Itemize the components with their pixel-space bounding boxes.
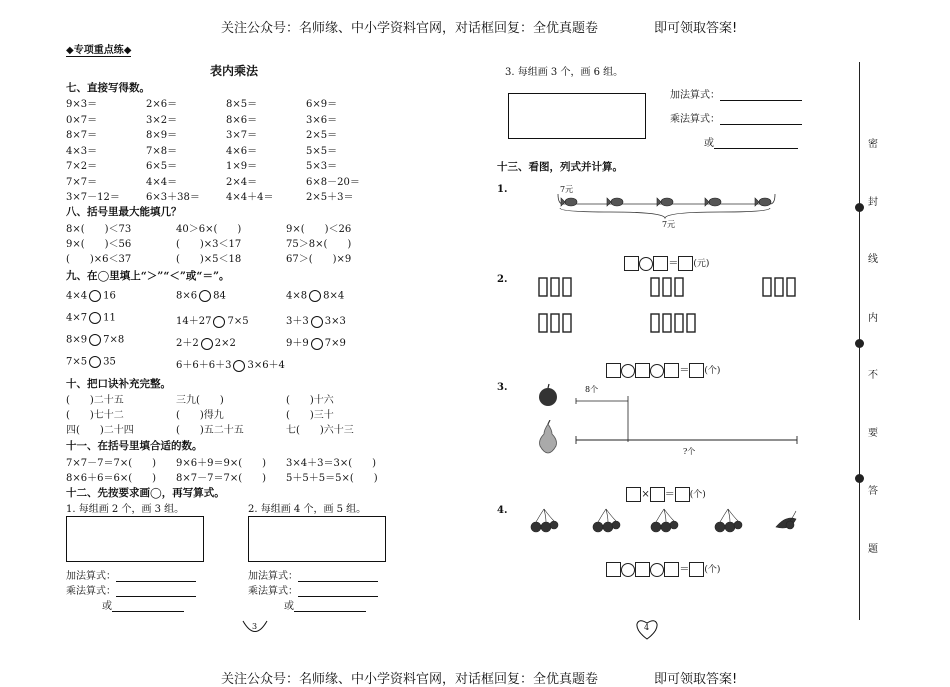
s13-q2-num: 2. (497, 274, 508, 285)
problem-item: 4×3＝ (66, 145, 98, 157)
q3-label-bottom: ?个 (683, 447, 696, 456)
page-number-right: 4 (644, 623, 650, 632)
seal-char: 线 (868, 254, 878, 265)
answer-box[interactable] (664, 363, 679, 378)
compare-item (66, 356, 116, 368)
compare-item (286, 334, 346, 350)
compare-right: 2×2 (214, 338, 236, 349)
operator-circle[interactable] (650, 563, 664, 577)
problem-item: 7×7＝ (66, 176, 98, 188)
top-banner (0, 2, 950, 36)
problem-item: 2×4＝ (226, 176, 258, 188)
mul-label: 乘法算式： (248, 586, 298, 597)
compare-item (176, 334, 236, 350)
seal-dot (855, 339, 864, 348)
compare-right: 16 (103, 290, 116, 302)
seal-char: 内 (868, 313, 878, 324)
problem-item: ( )×5＜18 (176, 254, 242, 265)
page-title: 表内乘法 (210, 64, 259, 78)
q3-mul-line (670, 110, 802, 125)
compare-left: 3＋3 (286, 316, 309, 327)
compare-circle[interactable] (201, 338, 213, 350)
problem-item: 6×3＋38＝ (146, 192, 200, 203)
bar-diagram (572, 392, 802, 452)
section-tag: ◆专项重点练◆ (66, 41, 131, 57)
banner-tail: 即可领取答案! (654, 672, 738, 687)
rhyme-item: ( )三十 (286, 410, 334, 421)
add-label: 加法算式： (66, 571, 116, 582)
compare-circle[interactable] (311, 316, 323, 328)
q3-equation (620, 474, 706, 502)
answer-box[interactable] (653, 256, 668, 271)
compare-circle[interactable] (89, 312, 101, 324)
answer-line[interactable] (112, 611, 184, 612)
problem-item: 3×6＝ (306, 114, 338, 126)
banner-main: 关注公众号：名师缘、中小学资料官网，对话框回复：全优真题卷 (221, 21, 599, 36)
compare-left: 9＋9 (286, 338, 309, 349)
answer-box[interactable] (635, 562, 650, 577)
rhyme-item: ( )十六 (286, 395, 334, 406)
problem-item: 4×4＝ (146, 176, 178, 188)
s9-heading: 九、在◯里填上“＞”“＜”或“＝”。 (66, 270, 230, 282)
rhyme-item: ( )得九 (176, 410, 224, 421)
problem-item: 5×3＝ (306, 161, 338, 172)
s7-heading: 七、直接写得数。 (66, 82, 150, 94)
compare-circle[interactable] (233, 360, 245, 372)
equals-sign: ＝ (679, 564, 690, 575)
answer-line[interactable] (720, 124, 802, 125)
q1-or-line (102, 597, 184, 612)
problem-item: 8×9＝ (146, 130, 178, 141)
problem-item: 3×2＝ (146, 114, 178, 126)
fill-item: 3×4＋3＝3×( ) (286, 458, 377, 469)
compare-circle[interactable] (89, 290, 101, 302)
answer-box[interactable] (689, 562, 704, 577)
s13-q3-num: 3. (497, 382, 508, 393)
q3-or-line (704, 134, 798, 149)
mul-label: 乘法算式： (670, 114, 720, 125)
rhyme-item: 四( )二十四 (66, 425, 134, 436)
problem-item: 8×5＝ (226, 99, 258, 110)
answer-line[interactable] (720, 100, 802, 101)
or-label: 或 (284, 601, 294, 612)
rhyme-item: ( )五二十五 (176, 425, 244, 436)
fill-item: 7×7－7＝7×( ) (66, 458, 157, 469)
rhyme-item: 三九( ) (176, 395, 224, 406)
apple-icon (536, 383, 560, 407)
problem-item: 75＞8×( ) (286, 239, 352, 250)
compare-left: 7×5 (66, 356, 88, 368)
mul-label: 乘法算式： (66, 586, 116, 597)
problem-item: 7×2＝ (66, 161, 98, 172)
s13-q4-num: 4. (497, 505, 508, 516)
s12-q3: 3. 每组画 3 个，画 6 组。 (505, 67, 624, 78)
q1-mul-line (66, 582, 196, 597)
problem-item: 2×5＋3＝ (306, 192, 354, 203)
compare-circle[interactable] (309, 290, 321, 302)
problem-item: 6×5＝ (146, 161, 178, 172)
add-label: 加法算式： (248, 571, 298, 582)
drawing-box-3[interactable] (508, 93, 646, 139)
cherries-picture (528, 505, 808, 535)
compare-circle[interactable] (89, 334, 101, 346)
compare-left: 4×4 (66, 290, 88, 302)
problem-item: 8×( )＜73 (66, 224, 132, 235)
s11-heading: 十一、在括号里填合适的数。 (66, 440, 203, 452)
q4-equation (600, 549, 720, 577)
seal-dot (855, 203, 864, 212)
rhyme-item: 七( )六十三 (286, 425, 354, 436)
drawing-box-1[interactable] (66, 516, 204, 562)
q2-add-line (248, 567, 378, 582)
unit-label: (个) (689, 490, 706, 500)
rhyme-item: ( )二十五 (66, 395, 124, 406)
fill-item: 8×7－7＝7×( ) (176, 473, 267, 484)
pear-icon (536, 420, 560, 454)
problem-item: ( )×6＜37 (66, 254, 132, 265)
answer-box[interactable] (664, 562, 679, 577)
problem-item: 4×4＋4＝ (226, 192, 274, 203)
times-sign: × (641, 489, 650, 500)
problem-item: 0×7＝ (66, 114, 98, 126)
equals-sign: ＝ (664, 489, 675, 500)
unit-label: (元) (693, 259, 710, 269)
q1-equation (618, 243, 709, 271)
problem-item: 5×5＝ (306, 145, 338, 157)
q3-label-top: 8个 (585, 385, 599, 394)
compare-left: 8×9 (66, 334, 88, 346)
answer-line[interactable] (714, 148, 798, 149)
problem-item: 4×6＝ (226, 145, 258, 157)
seal-dot (855, 474, 864, 483)
compare-item (176, 290, 226, 302)
compare-left: 8×6 (176, 290, 198, 302)
compare-right: 8×4 (323, 290, 345, 302)
compare-left: 4×8 (286, 290, 308, 302)
compare-circle[interactable] (311, 338, 323, 350)
compare-item (66, 290, 116, 302)
s12-q2: 2. 每组画 4 个，画 5 组。 (248, 504, 367, 515)
compare-right: 7×8 (103, 334, 125, 346)
compare-right: 3×6＋4 (247, 360, 285, 371)
problem-item: 67＞( )×9 (286, 254, 352, 265)
compare-right: 7×9 (324, 338, 346, 349)
problem-item: 3×7－12＝ (66, 192, 120, 203)
operator-circle[interactable] (650, 364, 664, 378)
equals-sign: ＝ (679, 365, 690, 376)
bottom-banner (0, 653, 950, 687)
fill-item: 8×6＋6＝6×( ) (66, 473, 157, 484)
banner-main: 关注公众号：名师缘、中小学资料官网，对话框回复：全优真题卷 (221, 672, 599, 687)
compare-right: 11 (103, 312, 116, 324)
rhyme-item: ( )七十二 (66, 410, 124, 421)
unit-label: (个) (704, 366, 721, 376)
problem-item: 9×3＝ (66, 99, 98, 110)
answer-box[interactable] (624, 256, 639, 271)
problem-item: 1×9＝ (226, 161, 258, 172)
compare-left: 6＋6＋6＋3 (176, 360, 232, 371)
problem-item: 2×6＝ (146, 99, 178, 110)
page-number-left: 3 (252, 622, 258, 631)
compare-right: 35 (103, 356, 116, 368)
answer-box[interactable] (650, 487, 665, 502)
equals-sign: ＝ (668, 258, 679, 269)
fill-item: 9×6＋9＝9×( ) (176, 458, 267, 469)
answer-box[interactable] (675, 487, 690, 502)
seal-char: 要 (868, 428, 878, 439)
s13-heading: 十三、看图，列式并计算。 (497, 161, 623, 173)
s13-q1-num: 1. (497, 184, 508, 195)
price-label-bottom: 7元 (662, 220, 676, 229)
q2-equation (600, 350, 720, 378)
compare-left: 2＋2 (176, 338, 199, 349)
seal-char: 密 (868, 139, 878, 150)
problem-item: 3×7＝ (226, 130, 258, 141)
q3-add-line (670, 86, 802, 101)
problem-item: 2×5＝ (306, 130, 338, 141)
compare-circle[interactable] (89, 356, 101, 368)
problem-item: 8×7＝ (66, 130, 98, 141)
problem-item: 7×8＝ (146, 145, 178, 157)
banner-tail: 即可领取答案! (654, 21, 738, 36)
answer-box[interactable] (606, 363, 621, 378)
or-label: 或 (704, 138, 714, 149)
problem-item: 9×( )＜56 (66, 239, 132, 250)
problem-item: 6×9＝ (306, 99, 338, 110)
compare-item (176, 356, 285, 372)
or-label: 或 (102, 601, 112, 612)
compare-item (286, 312, 346, 328)
seal-char: 题 (868, 544, 878, 555)
drawing-box-2[interactable] (248, 516, 386, 562)
compare-circle[interactable] (213, 316, 225, 328)
q2-or-line (284, 597, 366, 612)
answer-box[interactable] (678, 256, 693, 271)
q2-mul-line (248, 582, 378, 597)
compare-left: 14＋27 (176, 316, 212, 327)
blocks-picture (535, 272, 810, 337)
answer-box[interactable] (689, 363, 704, 378)
compare-right: 3×3 (324, 316, 346, 327)
compare-right: 7×5 (227, 316, 249, 327)
compare-circle[interactable] (199, 290, 211, 302)
s12-heading: 十二、先按要求画◯，再写算式。 (66, 487, 225, 499)
seal-char: 不 (868, 370, 878, 381)
s12-q1: 1. 每组画 2 个，画 3 组。 (66, 504, 185, 515)
s10-heading: 十、把口诀补充完整。 (66, 378, 171, 390)
s8-heading: 八、括号里最大能填几？ (66, 206, 182, 218)
compare-item (66, 334, 124, 346)
compare-item (176, 312, 249, 328)
problem-item: 40＞6×( ) (176, 224, 242, 235)
q1-add-line (66, 567, 196, 582)
answer-line[interactable] (294, 611, 366, 612)
seal-char: 封 (868, 197, 878, 208)
operator-circle[interactable] (621, 364, 635, 378)
price-label-top: 7元 (560, 185, 574, 194)
problem-item: 8×6＝ (226, 114, 258, 126)
operator-circle[interactable] (621, 563, 635, 577)
answer-box[interactable] (606, 562, 621, 577)
compare-right: 84 (213, 290, 226, 302)
seal-char: 答 (868, 486, 878, 497)
problem-item: 6×8－20＝ (306, 176, 360, 188)
compare-item (286, 290, 344, 302)
operator-circle[interactable] (639, 257, 653, 271)
compare-item (66, 312, 116, 324)
problem-item: 9×( )＜26 (286, 224, 352, 235)
unit-label: (个) (704, 565, 721, 575)
add-label: 加法算式： (670, 90, 720, 101)
answer-box[interactable] (635, 363, 650, 378)
fill-item: 5＋5＋5＝5×( ) (286, 473, 378, 484)
problem-item: ( )×3＜17 (176, 239, 242, 250)
compare-left: 4×7 (66, 312, 88, 324)
answer-box[interactable] (626, 487, 641, 502)
